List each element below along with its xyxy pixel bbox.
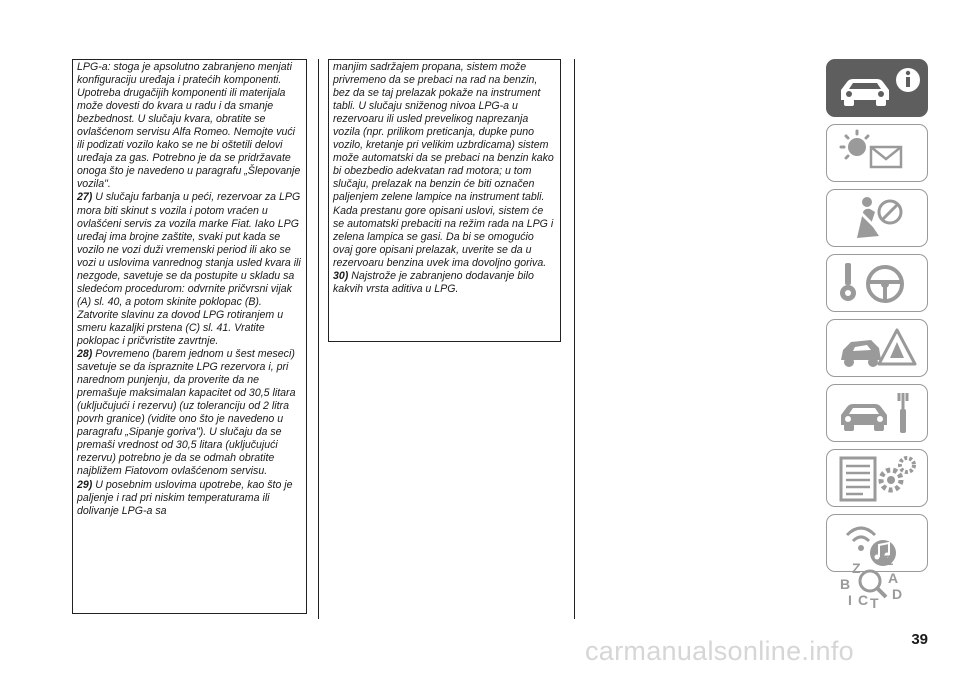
text-column-right (328, 59, 561, 342)
column-divider-right (574, 59, 575, 619)
tab-safety[interactable] (826, 189, 928, 247)
tab-emergency[interactable] (826, 319, 928, 377)
emergency-icon (827, 320, 928, 377)
note-28-text: Povremeno (barem jednom u šest meseci) savetuje se da ispraznite LPG rezervora i, pri narednom punjenju, da proverite da ne premašuje maksimalan kapacitet od 30,5 litara (uključujući i rezervu) (uz toleranciju od 2 litra povrh granice) (vidite ono što je navedeno u paragrafu „Sipanje goriva"). U slučaju da se premaši vrednost od 30,5 litara (uključujući rezervu) potrebno je da se odmah obratite najbližem Fiatovom ovlašćenom servisu. (77, 348, 296, 478)
index-letter-e: E (884, 552, 894, 568)
starting-driving-icon (827, 255, 928, 312)
note-29 (77, 479, 302, 518)
tab-maintenance[interactable] (826, 384, 928, 442)
tab-warning-lights[interactable] (826, 124, 928, 182)
car-info-icon (827, 60, 928, 117)
maintenance-icon (827, 385, 928, 442)
text-column-left (72, 59, 307, 614)
tab-car-info[interactable] (826, 59, 928, 117)
column-divider-left (318, 59, 319, 619)
index-letter-b: B (840, 576, 851, 592)
note-29-text: U posebnim uslovima upotrebe, kao što je paljenje i rad pri niskim temperaturama ili dolivanje LPG-a sa (77, 478, 293, 517)
tab-starting-driving[interactable] (826, 254, 928, 312)
note-30 (333, 270, 556, 296)
index-letter-d: D (892, 586, 903, 602)
paragraph-continuation: manjim sadržajem propana, sistem može privremeno da se prebaci na rad na benzin, bez da se taj prelazak pokaže na instrument tabli. U slučaju sniženog nivoa LPG-a u rezervoaru ili usled preveliкog naprezanja vozila (npr. prilikom preticanja, dupke puno vozilo, kretanje pri velikim uzbrdicama) sistem može automatski da se prebaci na benzin kako bi obezbedio adekvatan rad motora; u tom slučaju, prelazak na benzin će biti označen paljenjem zelene lampice na instrument tabli. Kada prestanu gore opisani uslovi, sistem će se automatski prebaciti na režim rada na LPG i zelena lampica se gasi. Da bi se omogućio ovaj gore opisani prelazak, uverite se da u rezervoaru benzina uvek ima dovoljno goriva. (333, 61, 554, 269)
index-letter-t: T (870, 595, 879, 611)
index-letter-c: C (858, 592, 869, 608)
technical-data-icon (827, 450, 928, 507)
note-27-text: U slučaju farbanja u peći, rezervoar za LPG mora biti skinut s vozila i potom vraćen u ovlašćeni servis za vozila marke Fiat. Iako LPG uređaj ima brojne zaštite, svaki put kada se vozilo ne vozi duži vremenski period ili ako se vozi u uslovima vanrednog stanja usled kvara ili nezgode, savetuje se da postupite u skladu sa sledećom procedurom: odvrnite pričvrsni vijak (A) sl. 40, a potom skinite poklopac (B). Zatvorite slavinu za dovod LPG rotiranjem u smeru kazaljki prstena (C) sl. 41. Vratite poklopac i pričvristite zavrtnje. (77, 191, 301, 347)
note-30-number: 30) (333, 269, 349, 282)
index-icon (826, 549, 928, 611)
warning-lights-messages-icon (827, 125, 928, 182)
paragraph-lpg-intro: LPG-a: stoga je apsolutno zabranjeno menjati konfiguraciju uređaja i pratećih komponenti. Upotreba drugačijih komponenti ili materijala može dovesti do kvara u radu i da smanje bezbednost. U slučaju kvara, obratite se ovlašćenom servisu Alfa Romeo. Nemojte vući ili podizati vozilo kako se ne bi oštetili delovi uređaja za gas. Potrebno je da se pridržavate onoga što je navedeno u paragrafu „Šlepovanje vozila". (77, 61, 301, 191)
note-27 (77, 191, 302, 348)
index-letter-i: I (848, 592, 852, 608)
safety-airbag-icon (827, 190, 928, 247)
page-number: 39 (911, 631, 928, 648)
tab-index[interactable] (826, 549, 928, 611)
note-27-number: 27) (77, 191, 93, 204)
tab-technical-data[interactable] (826, 449, 928, 507)
note-28-number: 28) (77, 348, 93, 361)
watermark: carmanualsonline.info (585, 636, 854, 666)
note-28 (77, 348, 302, 478)
note-29-number: 29) (77, 478, 93, 491)
note-30-text: Najstrože je zabranjeno dodavanje bilo kakvih vrsta aditiva u LPG. (333, 269, 534, 295)
index-letter-a: A (888, 570, 899, 586)
index-letter-z: Z (852, 560, 861, 576)
